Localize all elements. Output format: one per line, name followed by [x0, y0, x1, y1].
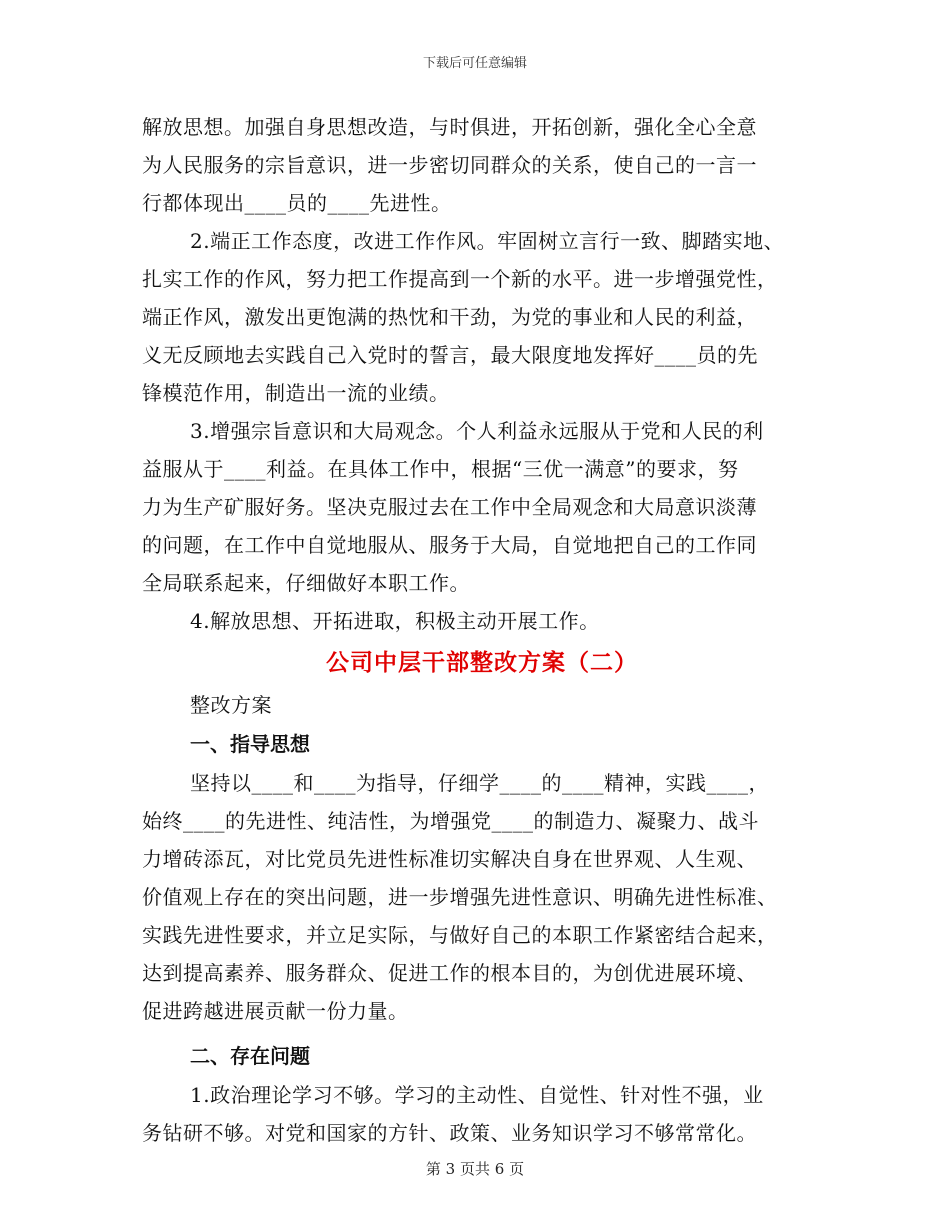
text-line: 促进跨越进展贡献一份力量。	[142, 999, 409, 1023]
text-line: 实践先进性要求，并立足实际，与做好自己的本职工作紧密结合起来，	[142, 923, 778, 947]
text-line: 价值观上存在的突出问题，进一步增强先进性意识、明确先进性标准、	[142, 885, 778, 909]
text-line: 解放思想。加强自身思想改造，与时俱进，开拓创新，强化全心全意	[142, 115, 757, 139]
text-line: 坚持以____和____为指导，仔细学____的____精神，实践____，	[190, 771, 769, 795]
text-line: 益服从于____利益。在具体工作中，根据“三优一满意”的要求，努	[142, 457, 739, 481]
text-line: 的问题，在工作中自觉地服从、服务于大局，自觉地把自己的工作同	[142, 533, 757, 557]
text-line: 3.增强宗旨意识和大局观念。个人利益永远服从于党和人民的利	[190, 419, 764, 443]
section-title: 公司中层干部整改方案（二）	[326, 650, 638, 676]
text-line: 端正作风，激发出更饱满的热忱和干劲，为党的事业和人民的利益，	[142, 305, 757, 329]
paragraph-block-a	[142, 108, 822, 640]
document-body	[142, 108, 822, 1152]
text-line: 锋模范作用，制造出一流的业绩。	[142, 381, 450, 405]
text-line: 行都体现出____员的____先进性。	[142, 191, 452, 215]
text-line: 4.解放思想、开拓进取，积极主动开展工作。	[190, 609, 600, 633]
text-line: 务钻研不够。对党和国家的方针、政策、业务知识学习不够常常化。	[142, 1121, 757, 1145]
heading-guiding-thought: 一、指导思想	[190, 732, 310, 756]
text-line: 达到提高素养、服务群众、促进工作的根本目的，为创优进展环境、	[142, 961, 757, 985]
subtitle: 整改方案	[190, 693, 272, 717]
paragraph-block-b	[142, 764, 822, 1030]
text-line: 扎实工作的作风，努力把工作提高到一个新的水平。进一步增强党性，	[142, 267, 778, 291]
page-footer: 第 3 页共 6 页	[425, 1160, 525, 1178]
text-line: 始终____的先进性、纯洁性，为增强党____的制造力、凝聚力、战斗	[142, 809, 759, 833]
text-line: 为人民服务的宗旨意识，进一步密切同群众的关系，使自己的一言一	[142, 153, 757, 177]
heading-existing-problems: 二、存在问题	[190, 1044, 310, 1068]
text-line: 力增砖添瓦，对比党员先进性标准切实解决自身在世界观、人生观、	[142, 847, 757, 871]
paragraph-block-c	[142, 1076, 822, 1152]
page-header: 下载后可任意编辑	[422, 56, 527, 71]
text-line: 全局联系起来，仔细做好本职工作。	[142, 571, 470, 595]
text-line: 1.政治理论学习不够。学习的主动性、自觉性、针对性不强，业	[190, 1083, 764, 1107]
text-line: 义无反顾地去实践自己入党时的誓言，最大限度地发挥好____员的先	[142, 343, 758, 367]
text-line: 2.端正工作态度，改进工作作风。牢固树立言行一致、脚踏实地、	[190, 229, 785, 253]
text-line: 力为生产矿服好务。坚决克服过去在工作中全局观念和大局意识淡薄	[142, 495, 757, 519]
